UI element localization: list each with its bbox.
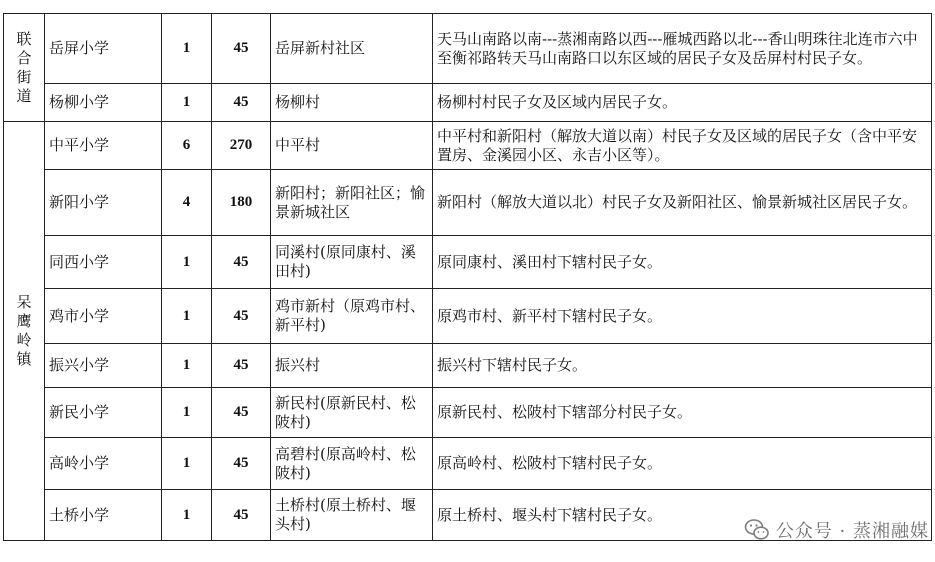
service-area-cell: 鸡市新村（原鸡市村、新平村) [271,289,433,344]
school-name-cell: 杨柳小学 [45,84,162,122]
enrollment-scope-cell: 原新民村、松陂村下辖部分村民子女。 [433,388,932,438]
table-row [4,122,932,170]
class-count-cell: 1 [162,438,212,490]
service-area-cell: 振兴村 [271,344,433,388]
table-row [4,84,932,122]
watermark-text: 公众号 · 蒸湘融媒 [775,521,929,542]
table-row [4,438,932,490]
service-area-cell: 岳屏新村社区 [271,14,433,84]
table-body [4,14,932,541]
class-count-cell: 1 [162,344,212,388]
enrollment-scope-cell: 新阳村（解放大道以北）村民子女及新阳社区、愉景新城社区居民子女。 [433,170,932,236]
student-count-cell: 45 [212,84,271,122]
school-name-cell: 岳屏小学 [45,14,162,84]
enrollment-scope-cell: 原高岭村、松陂村下辖村民子女。 [433,438,932,490]
watermark [744,517,929,543]
enrollment-scope-cell: 杨柳村村民子女及区域内居民子女。 [433,84,932,122]
class-count-cell: 6 [162,122,212,170]
table-row [4,170,932,236]
student-count-cell: 180 [212,170,271,236]
student-count-cell: 45 [212,14,271,84]
table-row [4,236,932,289]
service-area-cell: 新民村(原新民村、松陂村) [271,388,433,438]
class-count-cell: 1 [162,289,212,344]
table-row [4,14,932,84]
student-count-cell: 45 [212,388,271,438]
class-count-cell: 1 [162,388,212,438]
service-area-cell: 中平村 [271,122,433,170]
enrollment-scope-cell: 原同康村、溪田村下辖村民子女。 [433,236,932,289]
class-count-cell: 4 [162,170,212,236]
class-count-cell: 1 [162,14,212,84]
wechat-icon [744,517,770,543]
school-name-cell: 振兴小学 [45,344,162,388]
school-name-cell: 中平小学 [45,122,162,170]
school-name-cell: 同西小学 [45,236,162,289]
school-name-cell: 新阳小学 [45,170,162,236]
district-cell [4,14,45,122]
enrollment-scope-cell: 原鸡市村、新平村下辖村民子女。 [433,289,932,344]
district-label: 呆鹰岭镇 [16,293,32,368]
student-count-cell: 45 [212,289,271,344]
school-name-cell: 土桥小学 [45,490,162,541]
table-row [4,388,932,438]
service-area-cell: 新阳村；新阳社区；愉景新城社区 [271,170,433,236]
district-label: 联合街道 [16,29,32,105]
student-count-cell: 45 [212,438,271,490]
service-area-cell: 高碧村(原高岭村、松陂村) [271,438,433,490]
enrollment-zone-table [3,13,932,541]
class-count-cell: 1 [162,490,212,541]
enrollment-scope-cell: 中平村和新阳村（解放大道以南）村民子女及区域的居民子女（含中平安置房、金溪园小区、永吉小区等）。 [433,122,932,170]
student-count-cell: 45 [212,490,271,541]
student-count-cell: 270 [212,122,271,170]
enrollment-scope-cell: 振兴村下辖村民子女。 [433,344,932,388]
student-count-cell: 45 [212,236,271,289]
school-name-cell: 新民小学 [45,388,162,438]
school-name-cell: 高岭小学 [45,438,162,490]
student-count-cell: 45 [212,344,271,388]
service-area-cell: 杨柳村 [271,84,433,122]
class-count-cell: 1 [162,84,212,122]
enrollment-scope-cell: 天马山南路以南---蒸湘南路以西---雁城西路以北---香山明珠往北连市六中至衡祁路转天马山南路口以东区域的居民子女及岳屏村村民子女。 [433,14,932,84]
enrollment-scope-cell: 原土桥村、堰头村下辖村民子女。 [433,490,932,541]
table-row [4,289,932,344]
service-area-cell: 同溪村(原同康村、溪田村) [271,236,433,289]
table-row [4,344,932,388]
class-count-cell: 1 [162,236,212,289]
service-area-cell: 土桥村(原土桥村、堰头村) [271,490,433,541]
district-cell [4,122,45,541]
school-name-cell: 鸡市小学 [45,289,162,344]
